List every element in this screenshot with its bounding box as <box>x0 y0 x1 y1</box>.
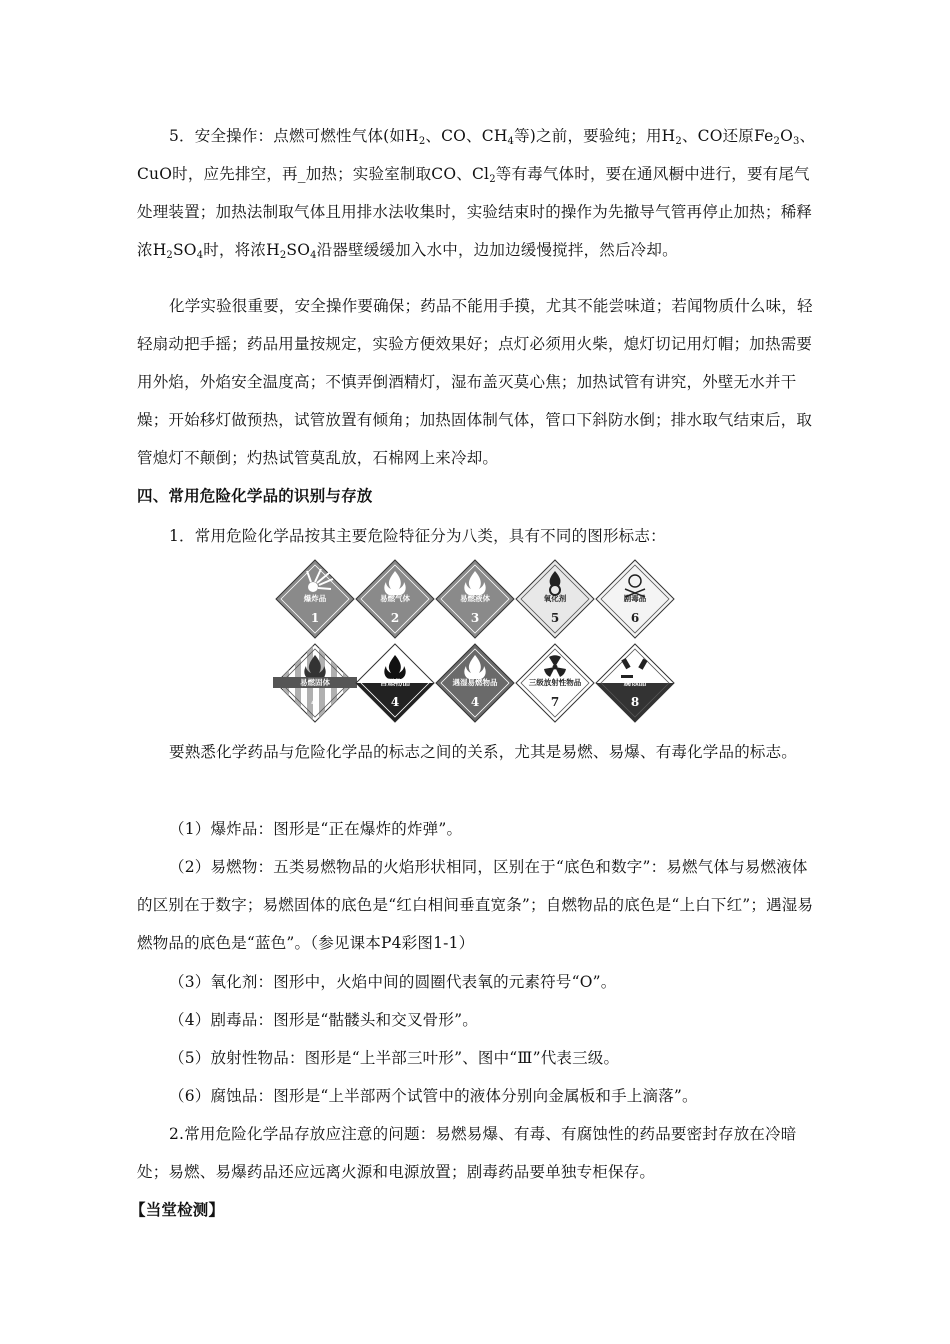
hazard-sign-number: 1 <box>310 611 320 625</box>
subscript: 2 <box>489 174 496 185</box>
hazard-sign-number: 5 <box>550 611 560 625</box>
text-run: Fe <box>754 127 774 145</box>
text-run: 时，将浓H <box>203 241 280 259</box>
item-corrosive: （6）腐蚀品：图形是“上半部两个试管中的液体分别向金属板和手上滴落”。 <box>169 1087 698 1105</box>
text-run: SO <box>172 241 197 259</box>
hazard-sign-number: 3 <box>470 611 480 625</box>
subscript: 2 <box>675 136 682 147</box>
subscript: 3 <box>792 136 800 147</box>
hazard-sign-number: 4 <box>310 695 320 709</box>
hazard-sign-number: 6 <box>630 611 640 625</box>
hazard-sign-number: 4 <box>390 695 400 709</box>
text-run: SO <box>286 241 311 259</box>
section-heading-class-test: 【当堂检测】 <box>130 1200 225 1219</box>
hazard-sign-flammable-solid <box>273 641 357 725</box>
subscript: 2 <box>279 250 287 261</box>
text-run: 、CuO时，应先排空，再_加热；实验室制取CO、Cl <box>137 127 816 183</box>
text-run: 等有毒气体时，要在通风橱中进行，要有尾气处理装置；加热法制取气体且用排水法收集时，实验结束时的操作为先撤导气管再停止加热；稀释浓H <box>137 165 813 259</box>
hazard-sign-number: 2 <box>390 611 400 625</box>
hazard-sign-explosive <box>273 557 357 641</box>
hazard-sign-number: 8 <box>630 695 640 709</box>
item-radioactive: （5）放射性物品：图形是“上半部三叶形”、图中“Ⅲ”代表三级。 <box>169 1049 620 1067</box>
hazard-sign-label: 自燃物品 <box>380 678 410 687</box>
hazard-sign-number: 4 <box>470 695 480 709</box>
paragraph-sign-relationship: 要熟悉化学药品与危险化学品的标志之间的关系，尤其是易燃、易爆、有毒化学品的标志。 <box>169 743 798 761</box>
text-run: O <box>780 127 793 145</box>
hazard-sign-radioactive <box>513 641 597 725</box>
hazard-sign-label: 遇湿易燃物品 <box>452 678 498 687</box>
hazard-sign-flammable-gas <box>353 557 437 641</box>
hazard-sign-label: 三级放射性物品 <box>528 678 582 687</box>
subscript: 4 <box>507 136 515 147</box>
item-oxidizer: （3）氧化剂：图形中，火焰中间的圆圈代表氧的元素符号“O”。 <box>169 973 617 991</box>
paragraph-eight-classes: 1．常用危险化学品按其主要危险特征分为八类，具有不同的图形标志： <box>169 527 666 545</box>
item-toxic: （4）剧毒品：图形是“骷髅头和交叉骨形”。 <box>169 1011 478 1029</box>
hazard-sign-label: 氧化剂 <box>543 594 567 603</box>
hazard-sign-spontaneous-combustion <box>353 641 437 725</box>
hazard-signs-figure <box>275 557 675 717</box>
hazard-sign-oxidizer <box>513 557 597 641</box>
paragraph-safety-rhyme: 化学实验很重要，安全操作要确保；药品不能用手摸，尤其不能尝味道；若闻物质什么味，轻轻扇动把手摇；药品用量按规定，实验方便效果好；点灯必须用火柴，熄灯切记用灯帽；加热需要用外焰，外焰安全温度高；不慎弄倒酒精灯，湿布盖灭莫心焦；加热试管有讲究，外壁无水并干燥；开始移灯做预热，试管放置有倾角；加热固体制气体，管口下斜防水倒；排水取气结束后，取管熄灯不颠倒；灼热试管莫乱放，石棉网上来冷却。 <box>137 297 813 467</box>
subscript: 2 <box>418 136 426 147</box>
text-run: 等)之前，要验纯；用H <box>514 127 676 145</box>
hazard-sign-label: 爆炸品 <box>303 594 327 603</box>
hazard-sign-label: 易燃液体 <box>460 594 490 603</box>
hazard-sign-label: 易燃气体 <box>380 594 410 603</box>
paragraph-storage: 2.常用危险化学品存放应注意的问题：易燃易爆、有毒、有腐蚀性的药品要密封存放在冷暗处；易燃、易爆药品还应远离火源和电源放置；剧毒药品要单独专柜保存。 <box>137 1125 797 1181</box>
hazard-sign-corrosive <box>593 641 677 725</box>
subscript: 2 <box>773 136 781 147</box>
text-run: 、CO还原 <box>681 127 755 145</box>
hazard-sign-label: 腐蚀品 <box>623 678 647 687</box>
text-run: 、CO、CH <box>425 127 508 145</box>
hazard-sign-label: 易燃固体 <box>273 677 357 688</box>
hazard-sign-label: 剧毒品 <box>623 594 647 603</box>
paragraph-safety-operations <box>137 117 817 269</box>
hazard-sign-dangerous-when-wet <box>433 641 517 725</box>
hazard-sign-toxic <box>593 557 677 641</box>
item-flammables: （2）易燃物：五类易燃物品的火焰形状相同，区别在于“底色和数字”：易燃气体与易燃液体的区别在于数字；易燃固体的底色是“红白相间垂直宽条”；自燃物品的底色是“上白下红”；遇湿易燃物品的底色是“蓝色”。（参见课本P4彩图1-1） <box>137 858 814 952</box>
text-run: 沿器壁缓缓加入水中，边加边缓慢搅拌，然后冷却。 <box>316 241 678 259</box>
subscript: 4 <box>196 250 204 261</box>
text-run: 5．安全操作：点燃可燃性气体(如H <box>169 127 419 145</box>
hazard-sign-number: 7 <box>550 695 560 709</box>
hazard-sign-flammable-liquid <box>433 557 517 641</box>
section-heading-hazardous-chemicals: 四、常用危险化学品的识别与存放 <box>137 486 373 505</box>
subscript: 4 <box>310 250 317 261</box>
item-explosives: （1）爆炸品：图形是“正在爆炸的炸弹”。 <box>169 820 463 838</box>
subscript: 2 <box>166 250 173 261</box>
